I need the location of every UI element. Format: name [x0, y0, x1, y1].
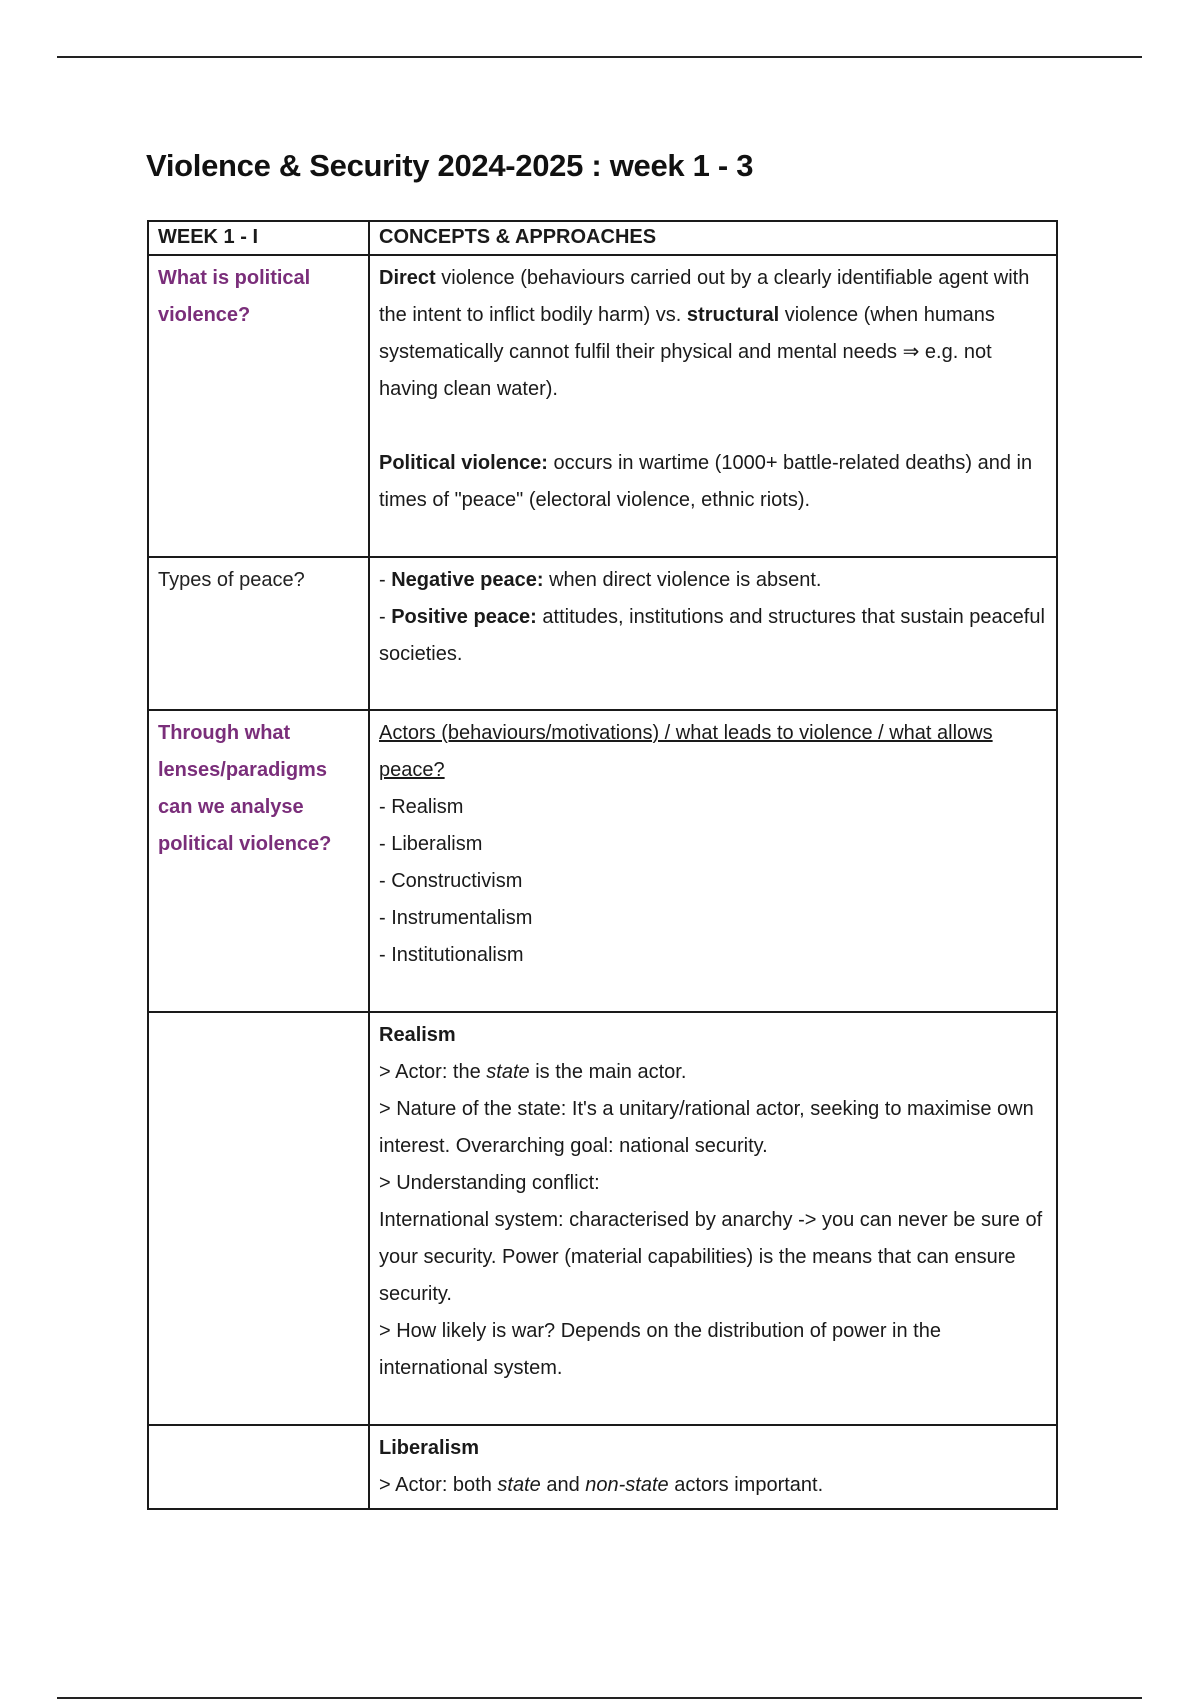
table-header-row: [148, 221, 1057, 255]
war-line: > How likely is war? Depends on the distribution of power in the international system.: [379, 1320, 941, 1379]
list-item: - Constructivism: [379, 870, 523, 892]
text: Instrumentalism: [391, 907, 533, 929]
table-row: [148, 557, 1057, 710]
list-item: - Institutionalism: [379, 944, 524, 966]
header-concepts: CONCEPTS & APPROACHES: [369, 221, 1057, 255]
emphasis: state: [486, 1061, 530, 1083]
bold-term: Political violence:: [379, 452, 548, 474]
text: > Actor: both: [379, 1474, 498, 1496]
row-question: What is political violence?: [148, 255, 369, 557]
list-item: - Realism: [379, 796, 464, 818]
row-question-empty: [148, 1425, 369, 1509]
row-content: [369, 710, 1057, 1012]
emphasis: non-state: [585, 1474, 669, 1496]
row-question: Through what lenses/paradigms can we analyse political violence?: [148, 710, 369, 1012]
row-content: [369, 255, 1057, 557]
text: violence (behaviours carried out by a clearly identifiable agent with the intent to inflict bodily harm) vs.: [379, 267, 1030, 326]
text: > Actor: the: [379, 1061, 487, 1083]
paragraph-political-violence: [379, 445, 1047, 519]
text: when direct violence is absent.: [543, 569, 822, 591]
list-item: - Instrumentalism: [379, 907, 533, 929]
bottom-rule: [57, 1697, 1142, 1699]
bold-term: structural: [686, 304, 780, 326]
spacer: [379, 408, 1047, 445]
table-row: [148, 710, 1057, 1012]
text: attitudes, institutions and structures that sustain peaceful societies.: [379, 606, 1045, 665]
table-row: [148, 1012, 1057, 1425]
paragraph-direct-vs-structural: [379, 260, 1047, 408]
actor-line: [379, 1054, 1047, 1091]
text: violence (when humans systematically cannot fulfil their physical and mental needs ⇒ e.g. not having clean water).: [379, 304, 995, 400]
list-item: - Liberalism: [379, 833, 483, 855]
actor-line: [379, 1467, 1047, 1504]
text: Institutionalism: [391, 944, 524, 966]
text: Liberalism: [391, 833, 483, 855]
text: occurs in wartime (1000+ battle-related deaths) and in times of "peace" (electoral violence, ethnic riots).: [379, 452, 1033, 511]
row-content: [369, 557, 1057, 710]
header-week: WEEK 1 - I: [148, 221, 369, 255]
bold-term: Direct: [379, 267, 436, 289]
notes-table: [147, 220, 1058, 1510]
top-rule: [57, 56, 1142, 58]
bold-term: Positive peace:: [391, 606, 537, 628]
underlined-heading: Actors (behaviours/motivations) / what leads to violence / what allows peace?: [379, 722, 993, 781]
row-content: [369, 1425, 1057, 1509]
text: is the main actor.: [529, 1061, 687, 1083]
list-item: - Negative peace: when direct violence is absent.: [379, 569, 822, 591]
text: and: [540, 1474, 586, 1496]
conflict-text: International system: characterised by anarchy -> you can never be sure of your security. Power (material capabilities) is the means that can ensure security.: [379, 1209, 1043, 1305]
emphasis: state: [497, 1474, 541, 1496]
section-heading: Liberalism: [379, 1437, 480, 1459]
table-row: [148, 1425, 1057, 1509]
table-row: [148, 255, 1057, 557]
section-heading: Realism: [379, 1024, 456, 1046]
document-title: Violence & Security 2024-2025 : week 1 - 3: [146, 148, 754, 183]
text: Constructivism: [391, 870, 523, 892]
list-item: - Positive peace: attitudes, institutions and structures that sustain peaceful societies.: [379, 606, 1045, 665]
row-question-empty: [148, 1012, 369, 1425]
bold-term: Negative peace:: [391, 569, 544, 591]
nature-line: > Nature of the state: It's a unitary/rational actor, seeking to maximise own interest. Overarching goal: national security.: [379, 1098, 1034, 1157]
text: actors important.: [668, 1474, 824, 1496]
text: Realism: [391, 796, 464, 818]
row-content: [369, 1012, 1057, 1425]
row-question: Types of peace?: [148, 557, 369, 710]
conflict-label: > Understanding conflict:: [379, 1172, 600, 1194]
